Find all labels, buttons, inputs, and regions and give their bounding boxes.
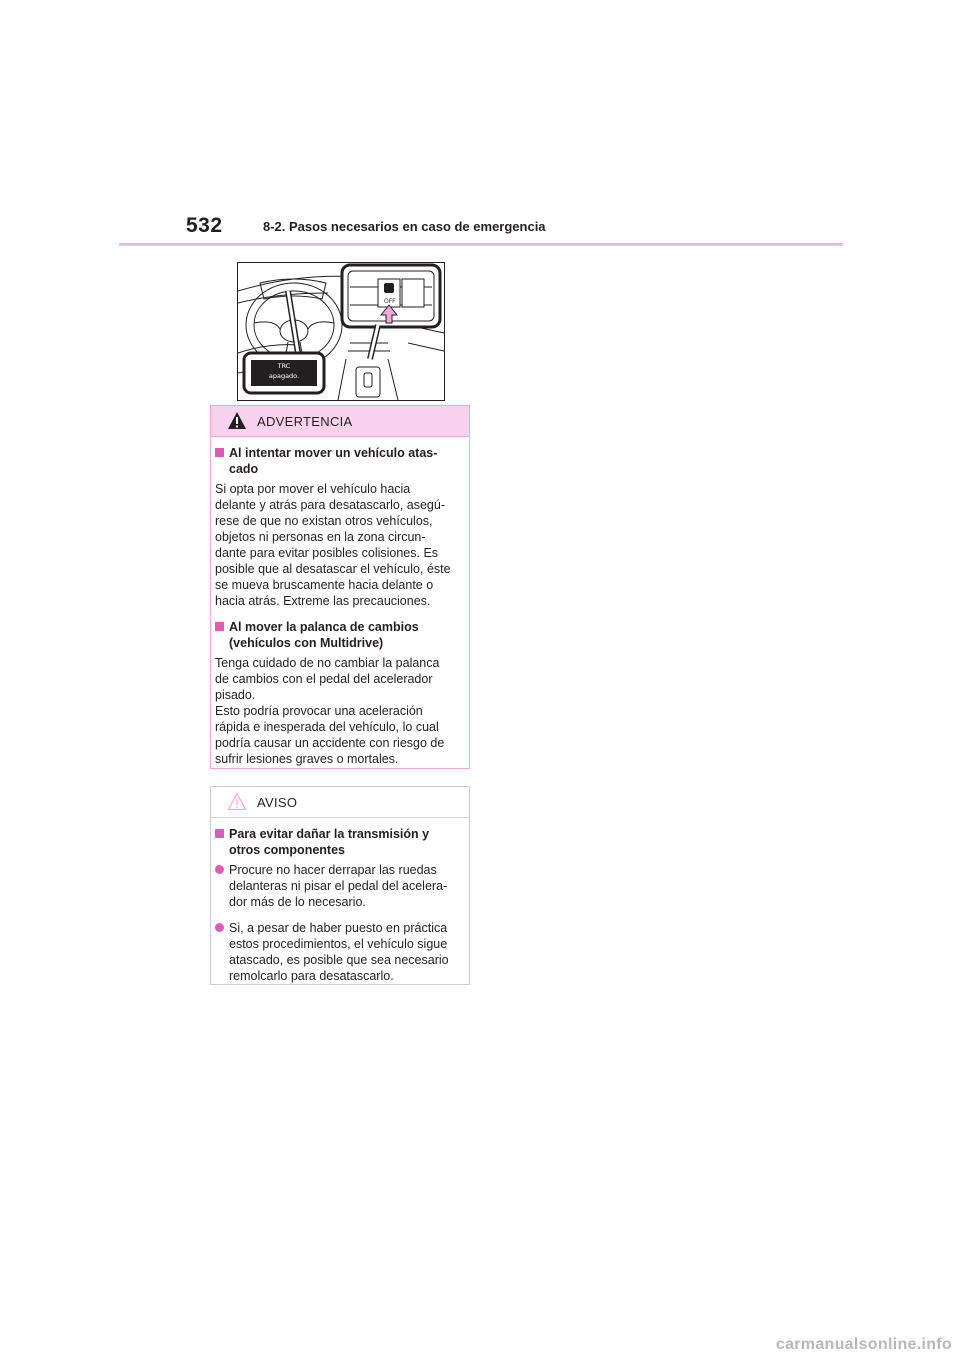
warning-box: [210, 405, 470, 769]
svg-text:OFF: OFF: [384, 298, 396, 305]
square-bullet-icon: [215, 829, 224, 838]
page-number: 532: [186, 214, 223, 237]
section-title: 8-2. Pasos necesarios en caso de emergencia: [263, 219, 546, 234]
dashboard-illustration: [237, 262, 445, 401]
notice-item-heading: Para evitar dañar la transmisión y otros componentes: [215, 826, 461, 858]
warning-item-heading: Al mover la palanca de cambios (vehículos con Multidrive): [215, 619, 461, 651]
notice-header: [211, 787, 469, 818]
display-text-line1: TRC: [277, 362, 291, 370]
notice-bullet-item: Procure no hacer derrapar las ruedas delanteras ni pisar el pedal del acelera- dor más de lo necesario.: [215, 862, 461, 910]
square-bullet-icon: [215, 448, 224, 457]
notice-title: AVISO: [257, 795, 298, 810]
round-bullet-icon: [215, 865, 224, 874]
notice-box: [210, 786, 470, 985]
notice-bullet-item: Si, a pesar de haber puesto en práctica estos procedimientos, el vehículo sigue atascado, es posible que sea necesario remolcarlo para desatascarlo.: [215, 920, 461, 984]
notice-content: [211, 818, 469, 984]
display-text-line2: apagado.: [268, 372, 300, 380]
warning-item-heading: Al intentar mover un vehículo atas- cado: [215, 445, 461, 477]
warning-header: [211, 406, 469, 437]
warning-paragraph: Tenga cuidado de no cambiar la palanca de cambios con el pedal del acelerador pisado. Esto podría provocar una aceleración rápida e inesperada del vehículo, lo cual podría causar un accidente con riesgo de sufrir lesiones graves o mortales.: [215, 656, 445, 766]
watermark: carmanualsonline.info: [775, 1336, 952, 1353]
warning-triangle-icon: [227, 411, 247, 430]
warning-content: [211, 437, 469, 767]
warning-title: ADVERTENCIA: [257, 414, 353, 429]
round-bullet-icon: [215, 923, 224, 932]
square-bullet-icon: [215, 622, 224, 631]
warning-paragraph: Si opta por mover el vehículo hacia delante y atrás para desatascarlo, asegú- rese de que no existan otros vehículos, objetos ni personas en la zona circun- dante para evitar posibles colisiones. Es posible que al desatascar el vehículo, éste se mueva bruscamente hacia delante o hacia atrás. Extreme las precauciones.: [215, 482, 451, 608]
header-rule: [119, 243, 843, 246]
caution-triangle-icon: [227, 792, 247, 811]
